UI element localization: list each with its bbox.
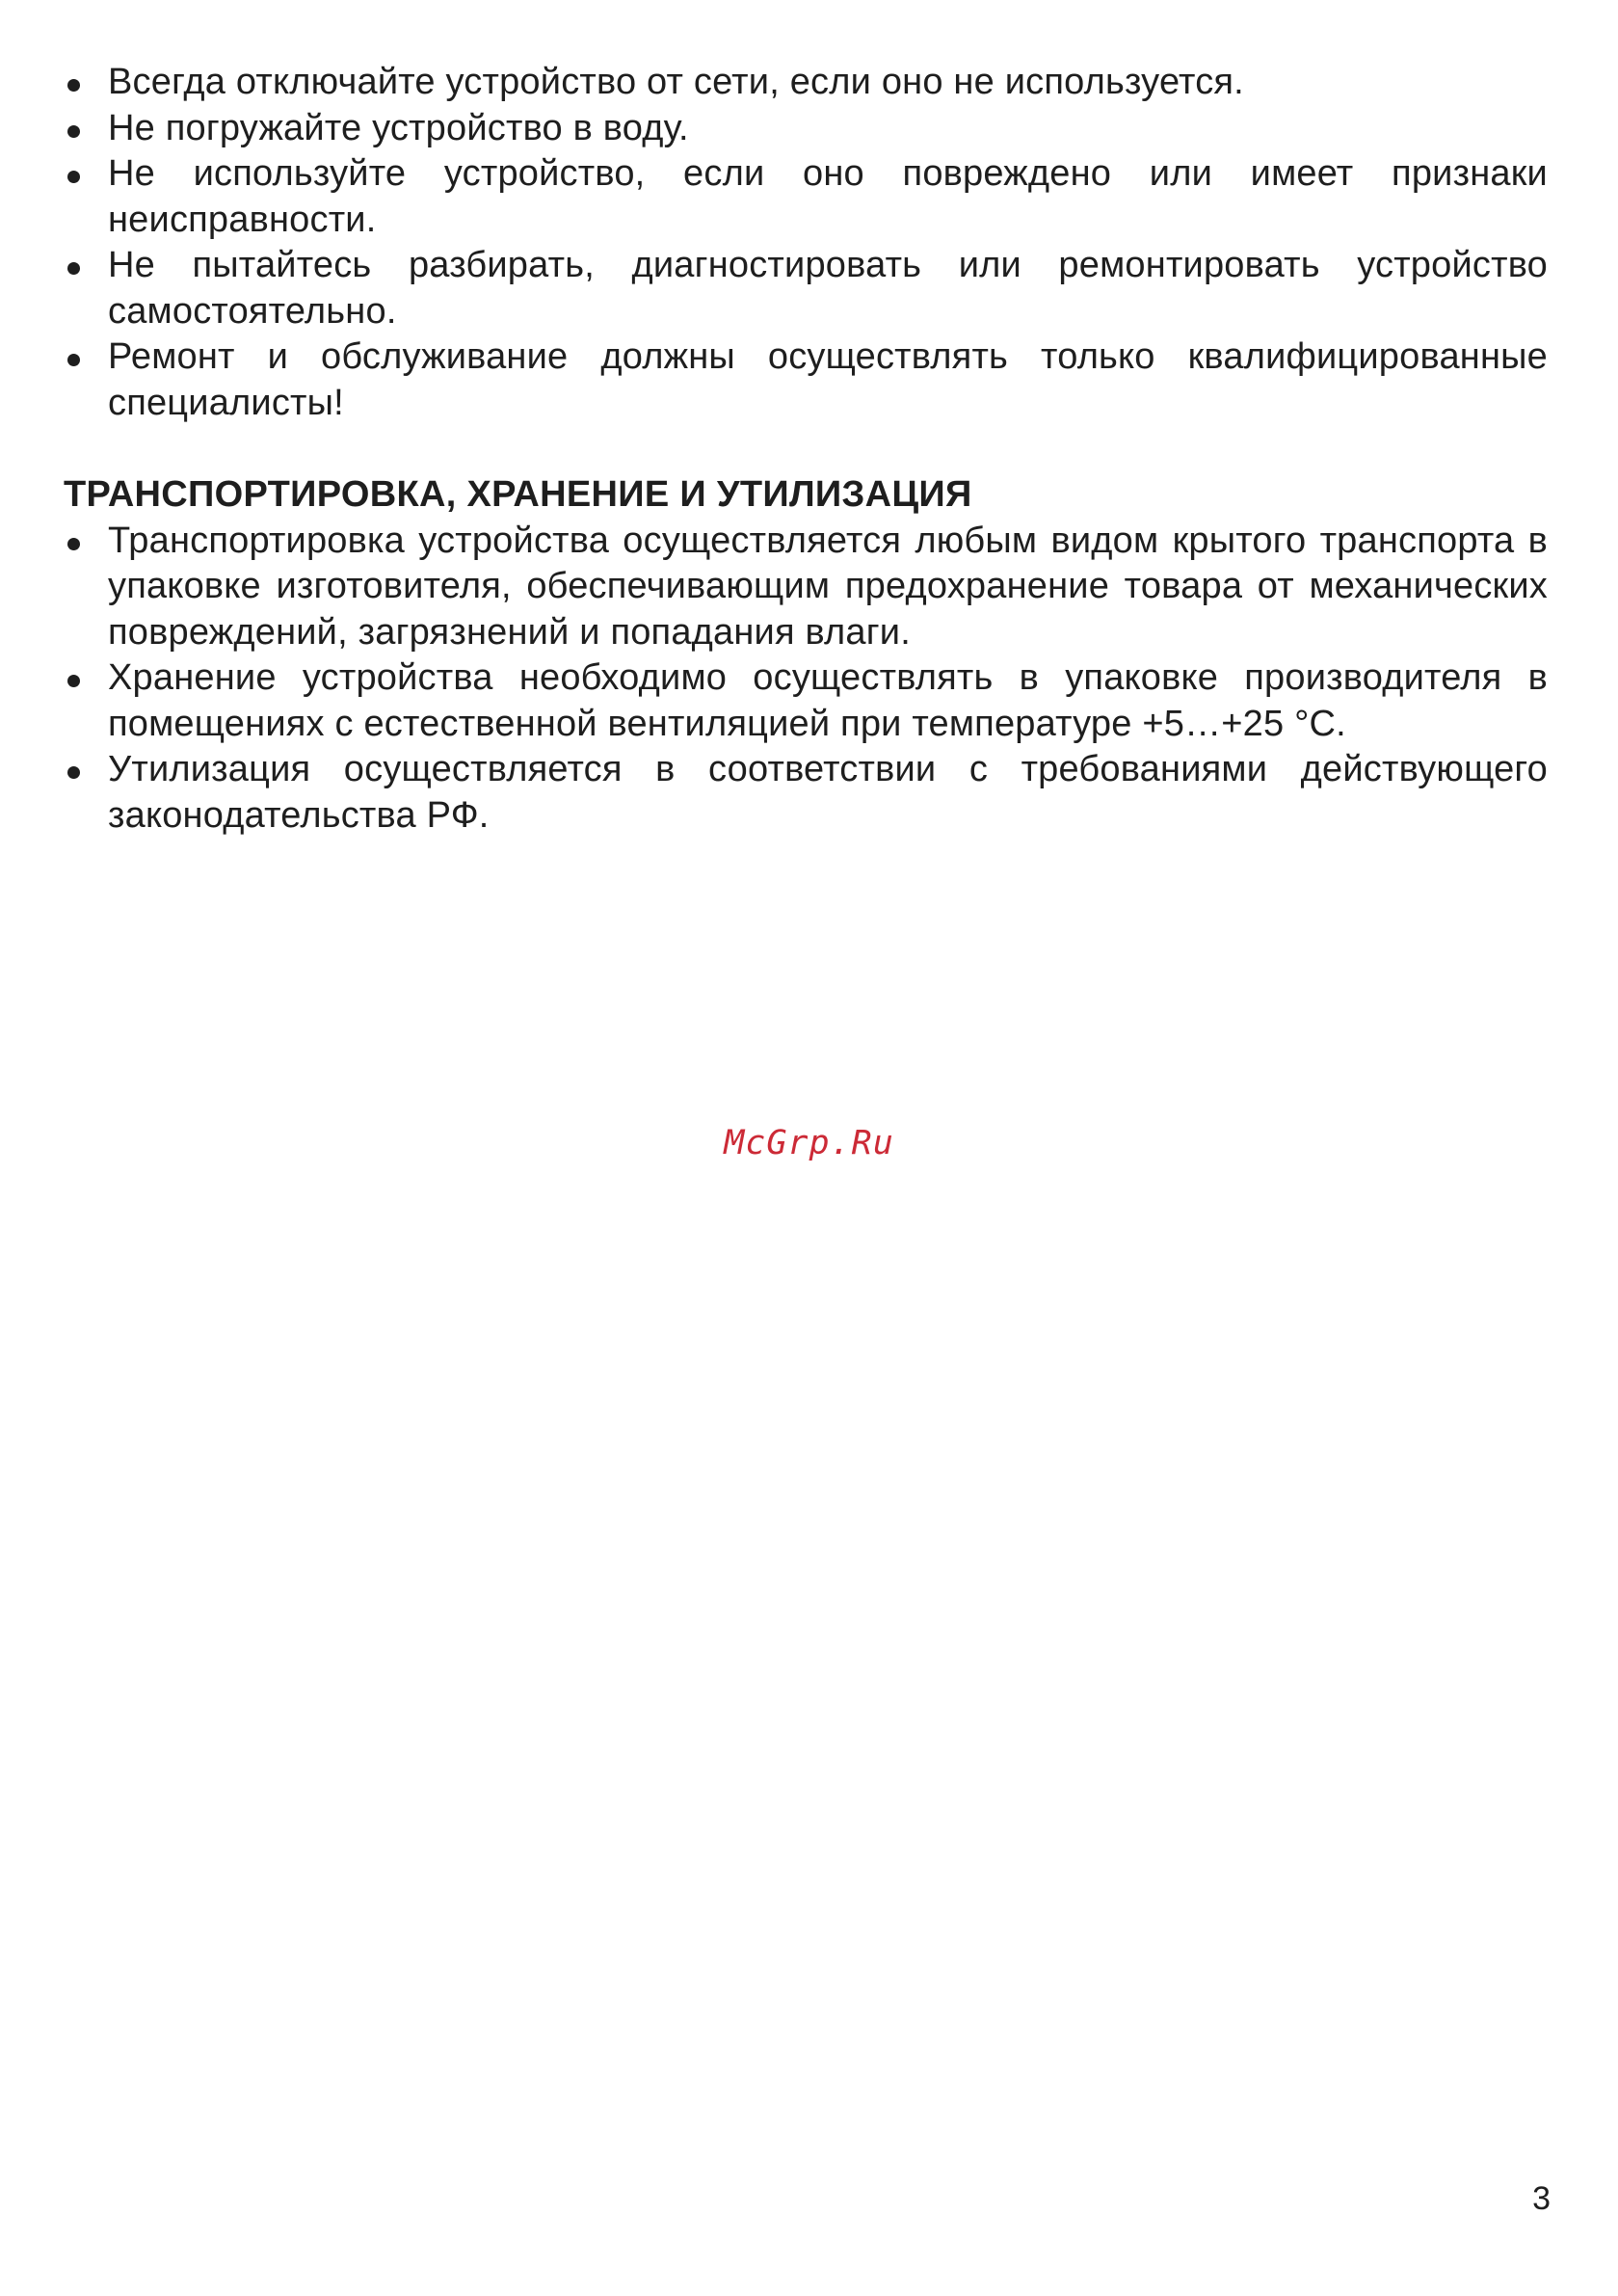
bullet-icon [67, 125, 80, 138]
list-item: Транспортировка устройства осуществляется любым видом крытого транспорта в упаковке изготовителя, обеспечивающим предохранение товара от механических повреждений, загрязнений и попадания влаги. [64, 519, 1548, 656]
bullet-icon [67, 79, 80, 92]
bullet-icon [67, 262, 80, 275]
bullet-icon [67, 538, 80, 550]
watermark-link[interactable]: McGrp.Ru [724, 1124, 894, 1162]
transport-list [64, 519, 1548, 840]
page-number: 3 [1532, 2180, 1551, 2217]
page-content [64, 60, 1548, 839]
list-item: Всегда отключайте устройство от сети, если оно не используется. [64, 60, 1548, 106]
safety-list [64, 60, 1548, 426]
bullet-icon [67, 766, 80, 779]
section-heading-transport: ТРАНСПОРТИРОВКА, ХРАНЕНИЕ И УТИЛИЗАЦИЯ [64, 474, 972, 515]
list-item: Ремонт и обслуживание должны осуществлять только квалифицированные специалисты! [64, 334, 1548, 426]
list-item: Не используйте устройство, если оно повреждено или имеет признаки неисправности. [64, 151, 1548, 243]
list-item: Не пытайтесь разбирать, диагностировать или ремонтировать устройство самостоятельно. [64, 243, 1548, 334]
bullet-icon [67, 171, 80, 183]
list-item: Не погружайте устройство в воду. [64, 106, 1548, 152]
list-item: Утилизация осуществляется в соответствии с требованиями действующего законодательства РФ. [64, 747, 1548, 839]
bullet-icon [67, 675, 80, 687]
list-item: Хранение устройства необходимо осуществлять в упаковке производителя в помещениях с естественной вентиляцией при температуре +5…+25 °С. [64, 655, 1548, 747]
bullet-icon [67, 354, 80, 366]
